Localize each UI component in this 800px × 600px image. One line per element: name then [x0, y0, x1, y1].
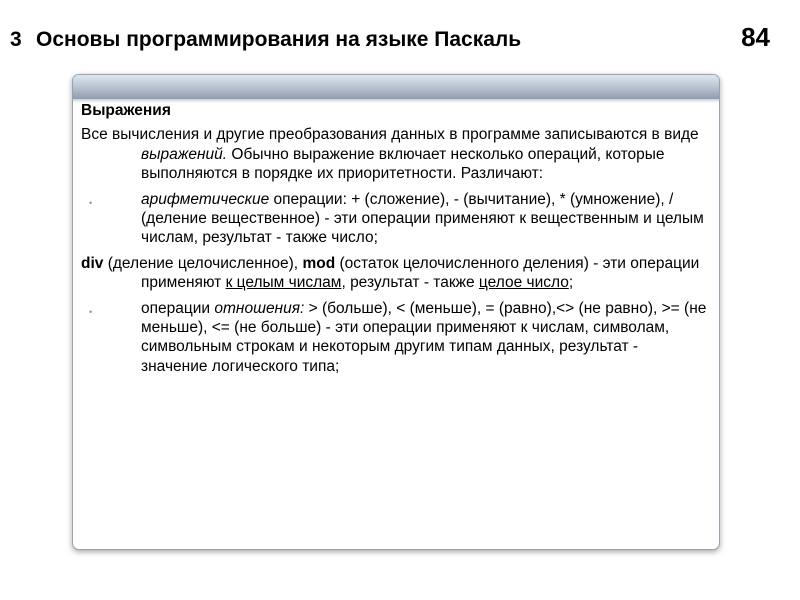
- intro-text-2: Обычно выражение включает несколько операций, которые выполняются в порядке их приоритетности. Различают:: [141, 145, 665, 183]
- div-mod-paragraph: [81, 254, 707, 293]
- rel-text-2: > (больше), < (меньше), = (равно),<> (не равно), >= (не меньше), <= (не больше) - эти операции применяют к числам, символам, символьным строкам и некоторым другим типам данных, результат - значение логического типа;: [141, 299, 707, 375]
- chapter-title: Основы программирования на языке Паскаль: [36, 28, 522, 51]
- bullet-arithmetic: [81, 190, 707, 248]
- div-mod-text-4: ;: [568, 274, 574, 292]
- intro-text-1: Все вычисления и другие преобразования данных в программе записываются в виде: [81, 126, 699, 144]
- mod-keyword: mod: [302, 254, 336, 272]
- slide-title-bar: [73, 75, 719, 100]
- underline-integer-result: целое число: [478, 274, 569, 292]
- div-mod-text-3: , результат - также: [341, 274, 479, 292]
- div-mod-text-2: (остаток целочисленного деления) - эти операции применяют: [141, 254, 700, 292]
- bullet-dot-icon: •: [89, 306, 93, 317]
- rel-italic-term: отношения:: [214, 299, 305, 317]
- arith-italic-term: арифметические: [141, 190, 270, 208]
- page-header: [10, 22, 770, 62]
- rel-text-1: операции: [141, 299, 215, 317]
- slide-panel: [72, 74, 720, 550]
- div-mod-text-1: (деление целочисленное),: [103, 254, 303, 272]
- chapter-number: 3: [10, 28, 22, 51]
- page-number: 84: [741, 22, 770, 52]
- intro-italic-term: выражений.: [141, 145, 228, 163]
- underline-integer-numbers: к целым числам: [225, 274, 342, 292]
- bullet-dot-icon: •: [89, 197, 93, 208]
- bullet-relational: [81, 299, 707, 377]
- slide-content: [81, 101, 707, 382]
- arith-text: операции: + (сложение), - (вычитание), * (умножение), / (деление вещественное) - эти операции применяют к вещественным и целым числам, результат - также число;: [141, 190, 704, 247]
- div-keyword: div: [81, 254, 104, 272]
- intro-paragraph: [81, 125, 707, 183]
- section-title: Выражения: [81, 102, 171, 119]
